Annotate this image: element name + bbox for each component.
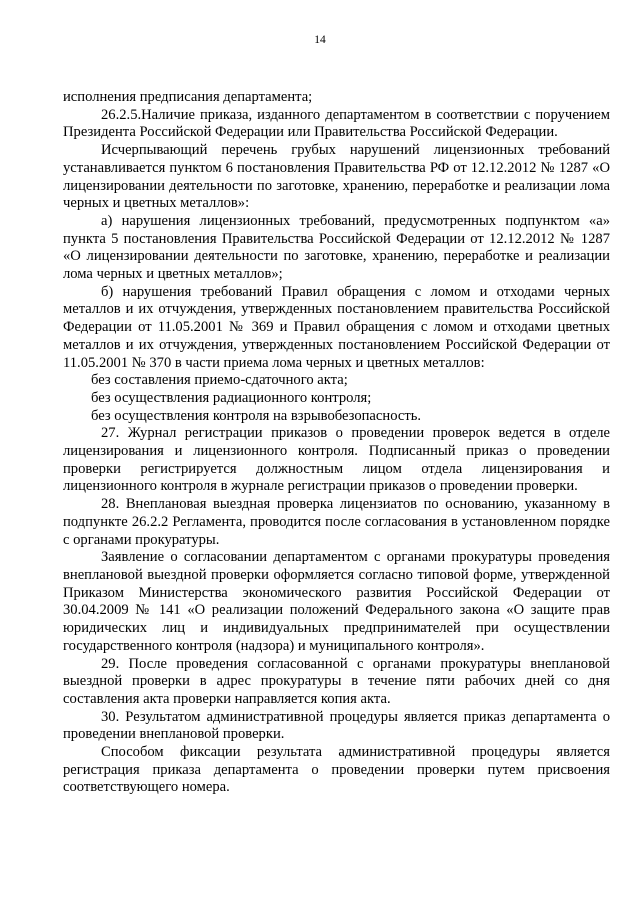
document-body <box>63 89 610 797</box>
paragraph-30: 30. Результатом административной процедуры является приказ департамента о проведении внеплановой проверки. <box>63 708 610 743</box>
page-number: 14 <box>314 34 326 46</box>
paragraph-28: 28. Внеплановая выездная проверка лицензиатов по основанию, указанному в подпункте 26.2.2 Регламента, проводится после согласования в установленном порядке с органами прокуратуры. <box>63 496 610 548</box>
paragraph-fixation-method: Способом фиксации результата административной процедуры является регистрация приказа департамента о проведении проверки путем присвоения соответствующего номера. <box>63 744 610 796</box>
paragraph-26-2-5: 26.2.5.Наличие приказа, изданного департаментом в соответствии с поручением Президента Российской Федерации или Правительства Российской Федерации. <box>63 106 610 141</box>
paragraph-27: 27. Журнал регистрации приказов о проведении проверок ведется в отделе лицензирования и лицензионного контроля. Подписанный приказ о проведении проверки регистрируется должностным лицом отдела лицензирования и лицензионного контроля в журнале регистрации приказов о проведении проверки. <box>63 425 610 495</box>
list-item-no-explosion-control: без осуществления контроля на взрывобезопасность. <box>91 407 422 424</box>
paragraph-29: 29. После проведения согласованной с органами прокуратуры внеплановой выездной проверки в адрес прокуратуры в течение пяти рабочих дней со дня составления акта проверки направляется копия акта. <box>63 655 610 707</box>
paragraph-prosecutor-application: Заявление о согласовании департаментом с органами прокуратуры проведения внеплановой выездной проверки оформляется согласно типовой форме, утвержденной Приказом Министерства экономического развития Российской Федерации от 30.04.2009 № 141 «О реализации положений Федерального закона «О защите прав юридических лиц и индивидуальных предпринимателей при осуществлении государственного контроля (надзора) и муниципального контроля». <box>63 549 610 654</box>
list-item-no-acceptance-act: без составления приемо-сдаточного акта; <box>91 372 348 389</box>
paragraph-continuation: исполнения предписания департамента; <box>63 89 313 105</box>
paragraph-violations-list-intro: Исчерпывающий перечень грубых нарушений лицензионных требований устанавливается пунктом 6 постановления Правительства РФ от 12.12.2012 № 1287 «О лицензировании деятельности по заготовке, хранению, переработке и реализации лома черных и цветных металлов»: <box>63 142 610 212</box>
list-item-no-radiation-control: без осуществления радиационного контроля; <box>91 389 372 406</box>
paragraph-item-b: б) нарушения требований Правил обращения с ломом и отходами черных металлов и их отчуждения, утвержденных постановлением правительства Российской Федерации от 11.05.2001 № 369 и Правил обращения с ломом и отходами цветных металлов и их отчуждения, утвержденных постановлением Российской Федерации от 11.05.2001 № 370 в части приема лома черных и цветных металлов: <box>63 283 610 371</box>
paragraph-item-a: а) нарушения лицензионных требований, предусмотренных подпунктом «а» пункта 5 постановления Правительства Российской Федерации от 12.12.2012 № 1287 «О лицензировании деятельности по заготовке, хранению, переработке и реализации лома черных и цветных металлов»; <box>63 212 610 283</box>
